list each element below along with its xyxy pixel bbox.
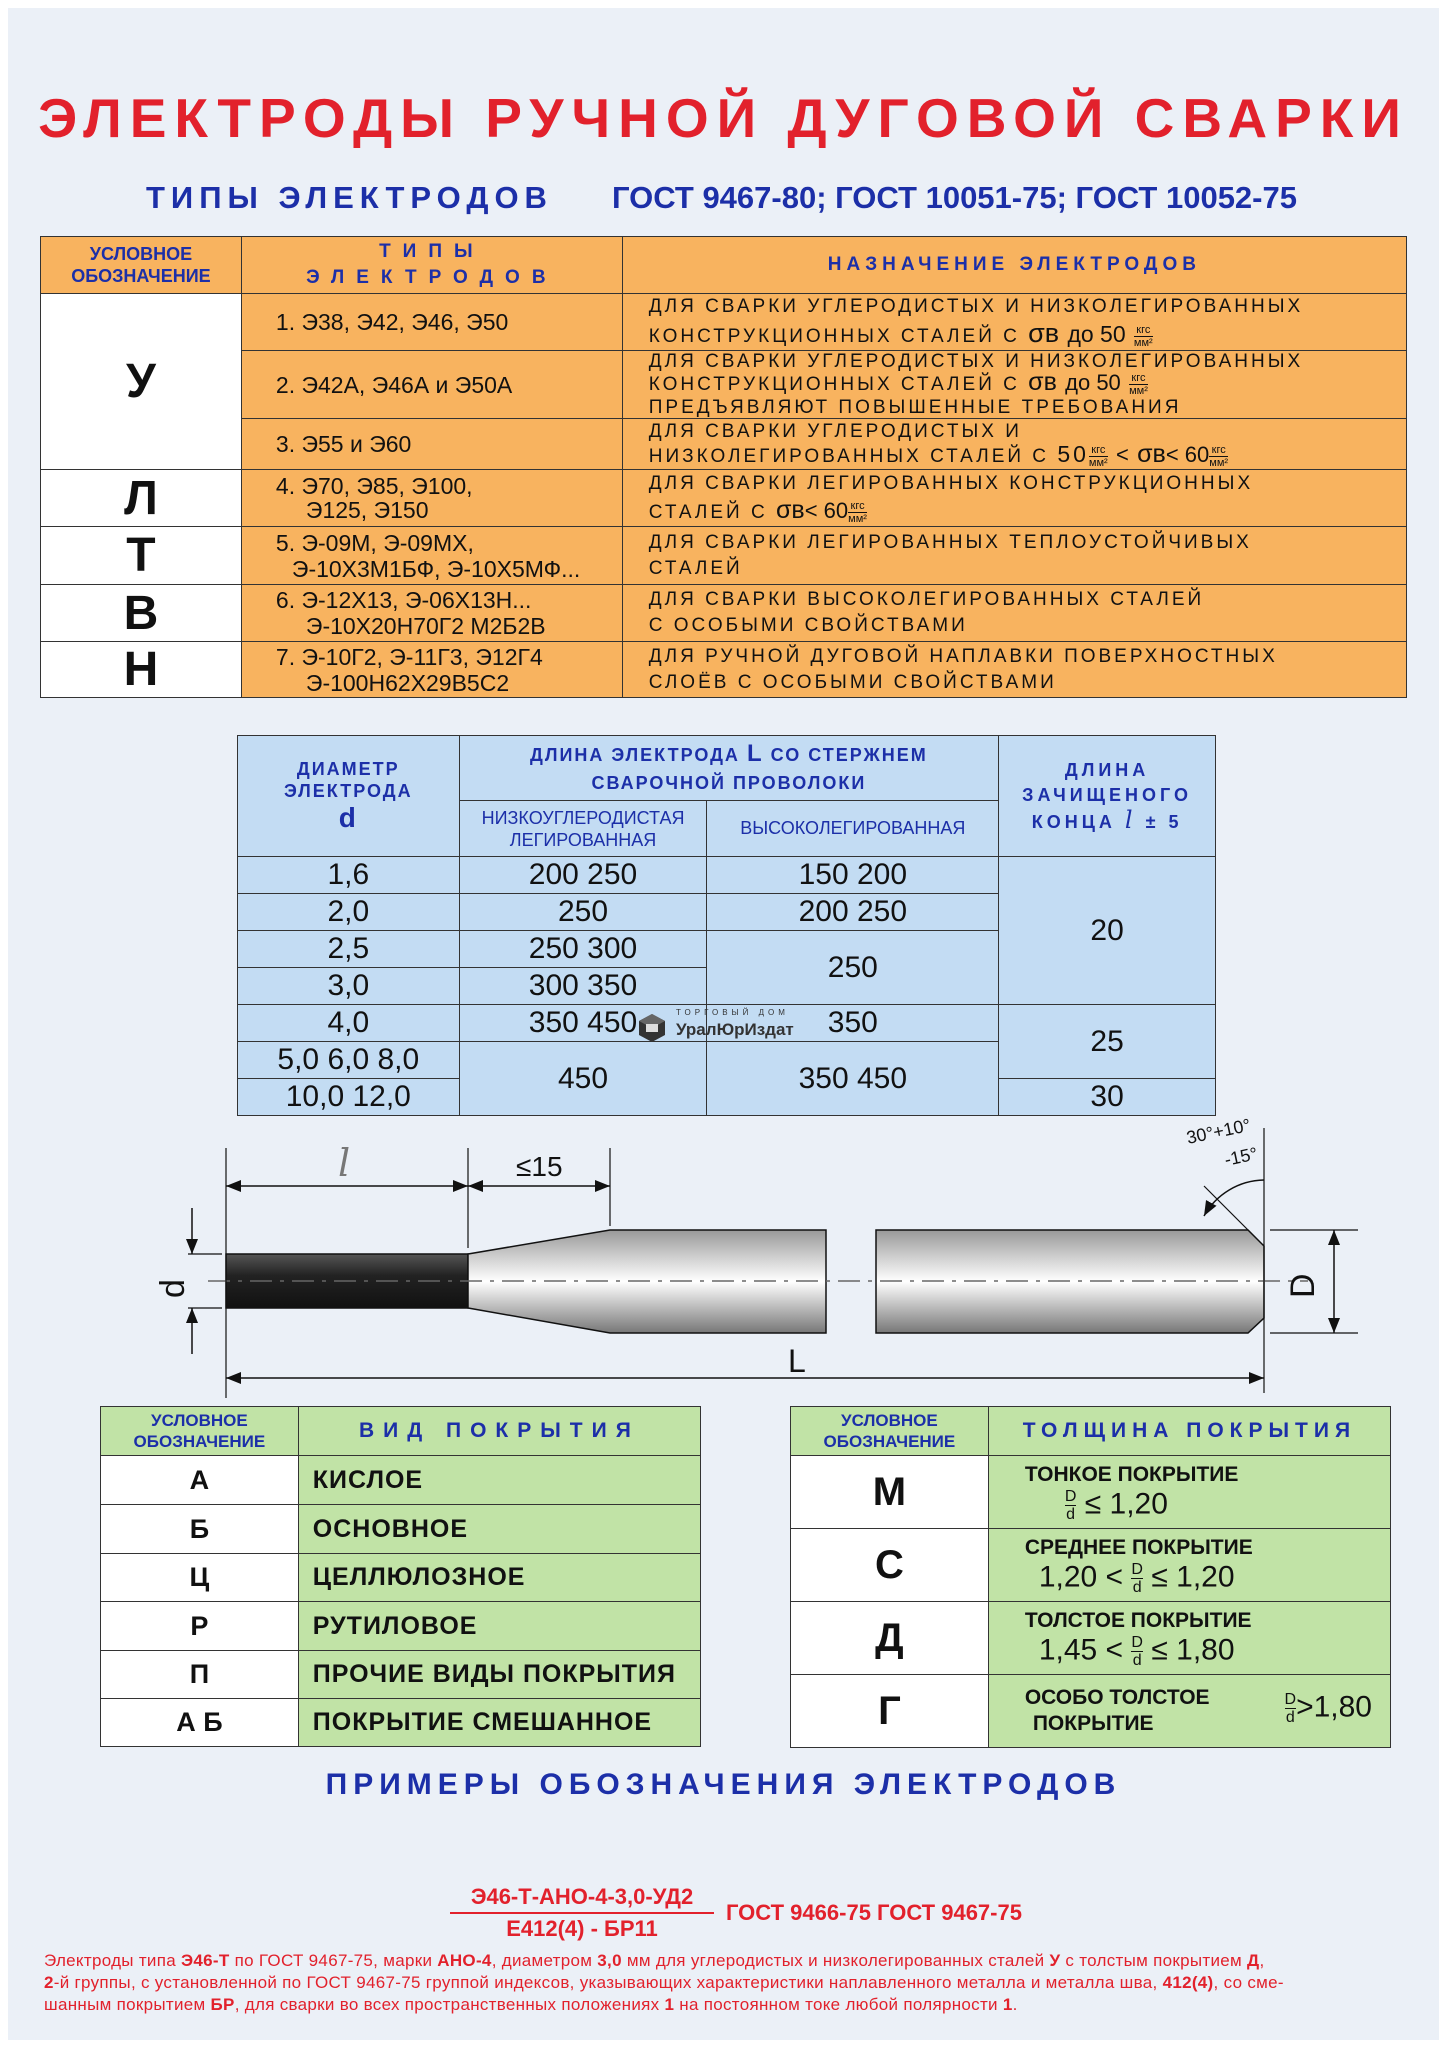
header-length: ДЛИНА ЭЛЕКТРОДА L СО СТЕРЖНЕМ СВАРОЧНОЙ ПРОВОЛОКИ xyxy=(459,736,999,801)
coating-type-row xyxy=(101,1651,701,1699)
electrode-types: 5. Э-09М, Э-09МХ, Э-10Х3М1БФ, Э-10Х5МФ... xyxy=(241,527,622,585)
electrode-purpose: ДЛЯ СВАРКИ ЛЕГИРОВАННЫХ ТЕПЛОУСТОЙЧИВЫХ СТАЛЕЙ xyxy=(622,527,1406,585)
section-subtitle: ТИПЫ ЭЛЕКТРОДОВ xyxy=(146,180,553,215)
types-row xyxy=(41,294,1407,351)
end-length-cell: 20 xyxy=(999,857,1216,1005)
header-purpose: НАЗНАЧЕНИЕ ЭЛЕКТРОДОВ xyxy=(622,237,1406,294)
dims-header-row xyxy=(238,736,1216,801)
coating-name: ПОКРЫТИЕ СМЕШАННОЕ xyxy=(298,1699,700,1747)
dims-row xyxy=(238,857,1216,894)
diameter-cell: 5,0 6,0 8,0 xyxy=(238,1042,460,1079)
gost-references: ГОСТ 9467-80; ГОСТ 10051-75; ГОСТ 10052-75 xyxy=(612,180,1297,215)
coating-code: А xyxy=(101,1456,299,1505)
publisher-logo-icon xyxy=(636,1012,668,1044)
electrode-purpose: ДЛЯ РУЧНОЙ ДУГОВОЙ НАПЛАВКИ ПОВЕРХНОСТНЫХ СЛОЁВ С ОСОБЫМИ СВОЙСТВАМИ xyxy=(622,642,1406,698)
electrode-dimensions-table xyxy=(237,735,1216,1116)
electrode-types: 6. Э-12Х13, Э-06Х13Н... Э-10Х20Н70Г2 М2Б2В xyxy=(241,585,622,642)
length-high-cell: 250 xyxy=(707,931,999,1005)
taper-label: ≤15 xyxy=(516,1151,563,1182)
coating-type-header xyxy=(101,1407,701,1456)
electrode-purpose: ДЛЯ СВАРКИ УГЛЕРОДИСТЫХ И НИЗКОЛЕГИРОВАННЫХ СТАЛЕЙ С 50 кгс мм² < σв< 60 кгс мм² xyxy=(622,419,1406,470)
electrode-types: 2. Э42А, Э46А и Э50А xyxy=(241,351,622,419)
header-designation: УСЛОВНОЕ ОБОЗНАЧЕНИЕ xyxy=(791,1407,989,1456)
example-designation-bottom: Е412(4) - БР11 xyxy=(506,1916,658,1941)
publisher-watermark: ТОРГОВЫЙ ДОМ УралЮрИздат xyxy=(636,1008,836,1048)
coating-thickness-row xyxy=(791,1675,1391,1748)
diameter-cell: 3,0 xyxy=(238,968,460,1005)
electrode-types: 3. Э55 и Э60 xyxy=(241,419,622,470)
length-low-cell: 450 xyxy=(459,1042,707,1116)
electrode-purpose: ДЛЯ СВАРКИ ВЫСОКОЛЕГИРОВАННЫХ СТАЛЕЙ С ОСОБЫМИ СВОЙСТВАМИ xyxy=(622,585,1406,642)
header-high-alloy: ВЫСОКОЛЕГИРОВАННАЯ xyxy=(707,801,999,857)
diameter-cell: 1,6 xyxy=(238,857,460,894)
thickness-description: ТОЛСТОЕ ПОКРЫТИЕ 1,45 < $\frac{D}{d}$ ≤ 1,80 xyxy=(988,1602,1390,1675)
types-row xyxy=(41,642,1407,698)
types-row xyxy=(41,470,1407,527)
angle-label-1: 30°+10° xyxy=(1184,1114,1253,1148)
length-high-cell: 350 450 xyxy=(707,1042,999,1116)
thickness-code: Д xyxy=(791,1602,989,1675)
types-row xyxy=(41,419,1407,470)
coating-type-row xyxy=(101,1456,701,1505)
coating-name: ЦЕЛЛЮЛОЗНОЕ xyxy=(298,1554,700,1602)
coating-thickness-row xyxy=(791,1529,1391,1602)
thickness-description: СРЕДНЕЕ ПОКРЫТИЕ 1,20 < $\frac{D}{d}$ ≤ 1,20 xyxy=(988,1529,1390,1602)
electrode-types: 1. Э38, Э42, Э46, Э50 xyxy=(241,294,622,351)
coating-code: А Б xyxy=(101,1699,299,1747)
coating-code: Б xyxy=(101,1505,299,1554)
example-gost: ГОСТ 9466-75 ГОСТ 9467-75 xyxy=(726,1900,1022,1925)
types-table-header xyxy=(41,237,1407,294)
header-end-length: ДЛИНА ЗАЧИЩЕНОГО КОНЦА l ± 5 xyxy=(999,736,1216,857)
electrode-purpose: ДЛЯ СВАРКИ УГЛЕРОДИСТЫХ И НИЗКОЛЕГИРОВАННЫХ КОНСТРУКЦИОННЫХ СТАЛЕЙ С σв до 50 кгс мм² ПРЕДЪЯВЛЯЮТ ПОВЫШЕННЫЕ ТРЕБОВАНИЯ xyxy=(622,351,1406,419)
diameter-cell: 4,0 xyxy=(238,1005,460,1042)
coating-thickness-header xyxy=(791,1407,1391,1456)
poster-sheet xyxy=(8,8,1439,2040)
example-explanation: Электроды типа Э46-Т по ГОСТ 9467-75, марки АНО-4, диаметром 3,0 мм для углеродистых и низколегированных сталей У с толстым покрытием Д, 2-й группы, с установленной по ГОСТ 9467-75 группой индексов, указывающих характеристики наплавленного металла и металла шва, 412(4), со сме- шанным покрытием БР, для сварки во всех пространственных положениях 1 на постоянном токе любой полярности 1. xyxy=(44,1951,1284,2014)
coating-type-row xyxy=(101,1554,701,1602)
coating-name: РУТИЛОВОЕ xyxy=(298,1602,700,1651)
header-coating-type: ВИД ПОКРЫТИЯ xyxy=(298,1407,700,1456)
group-code: Л xyxy=(41,470,242,527)
length-low-cell: 300 350 xyxy=(459,968,707,1005)
header-designation: УСЛОВНОЕ ОБОЗНАЧЕНИЕ xyxy=(101,1407,299,1456)
chamfer-angle-arc xyxy=(1204,1180,1264,1216)
thickness-code: Г xyxy=(791,1675,989,1748)
coating-type-row xyxy=(101,1699,701,1747)
thickness-description: ОСОБО ТОЛСТОЕ ПОКРЫТИЕ $\frac{D}{d}$ >1,80 xyxy=(988,1675,1390,1748)
group-code: В xyxy=(41,585,242,642)
thickness-code: М xyxy=(791,1456,989,1529)
coating-code: П xyxy=(101,1651,299,1699)
electrode-purpose: ДЛЯ СВАРКИ ЛЕГИРОВАННЫХ КОНСТРУКЦИОННЫХ СТАЛЕЙ С σв< 60 кгс мм² xyxy=(622,470,1406,527)
bare-end-label: l xyxy=(338,1141,351,1185)
core-diameter-label: d xyxy=(154,1279,192,1298)
end-length-cell: 25 xyxy=(999,1005,1216,1079)
coating-thickness-row xyxy=(791,1602,1391,1675)
electrode-types: 4. Э70, Э85, Э100, Э125, Э150 xyxy=(241,470,622,527)
coating-diameter-label: D xyxy=(1284,1273,1322,1298)
group-code: Т xyxy=(41,527,242,585)
poster-title: ЭЛЕКТРОДЫ РУЧНОЙ ДУГОВОЙ СВАРКИ xyxy=(38,87,1409,149)
length-high-cell: 350 xyxy=(707,1005,999,1042)
angle-label-2: -15° xyxy=(1222,1143,1260,1170)
coating-name: ПРОЧИЕ ВИДЫ ПОКРЫТИЯ xyxy=(298,1651,700,1699)
diameter-cell: 2,5 xyxy=(238,931,460,968)
coating-code: Р xyxy=(101,1602,299,1651)
length-label: L xyxy=(788,1343,806,1379)
header-diameter: ДИАМЕТР ЭЛЕКТРОДА d xyxy=(238,736,460,857)
coating-name: КИСЛОЕ xyxy=(298,1456,700,1505)
thickness-description: ТОНКОЕ ПОКРЫТИЕ $\frac{D}{d}$ ≤ 1,20 xyxy=(988,1456,1390,1529)
electrode-drawing xyxy=(8,1108,1439,1408)
electrode-purpose: ДЛЯ СВАРКИ УГЛЕРОДИСТЫХ И НИЗКОЛЕГИРОВАННЫХ КОНСТРУКЦИОННЫХ СТАЛЕЙ С σв до 50 кгс мм² xyxy=(622,294,1406,351)
header-types: ТИПЫ ЭЛЕКТРОДОВ xyxy=(241,237,622,294)
coating-type-table xyxy=(100,1406,701,1747)
coating-type-row xyxy=(101,1602,701,1651)
end-length-cell: 30 xyxy=(999,1079,1216,1116)
coating-code: Ц xyxy=(101,1554,299,1602)
coating-type-row xyxy=(101,1505,701,1554)
length-high-cell: 150 200 xyxy=(707,857,999,894)
examples-title: ПРИМЕРЫ ОБОЗНАЧЕНИЯ ЭЛЕКТРОДОВ xyxy=(325,1768,1122,1801)
coating-thickness-row xyxy=(791,1456,1391,1529)
diameter-cell: 2,0 xyxy=(238,894,460,931)
types-row xyxy=(41,351,1407,419)
header-coating-thickness: ТОЛЩИНА ПОКРЫТИЯ xyxy=(988,1407,1390,1456)
example-designation-top: Э46-Т-АНО-4-3,0-УД2 xyxy=(450,1884,714,1914)
diameter-cell: 10,0 12,0 xyxy=(238,1079,460,1116)
coating-name: ОСНОВНОЕ xyxy=(298,1505,700,1554)
group-code: У xyxy=(41,294,242,470)
electrode-types-table xyxy=(40,236,1407,698)
types-row xyxy=(41,585,1407,642)
types-row xyxy=(41,527,1407,585)
length-low-cell: 250 xyxy=(459,894,707,931)
length-high-cell: 200 250 xyxy=(707,894,999,931)
length-low-cell: 250 300 xyxy=(459,931,707,968)
length-low-cell: 350 450 xyxy=(459,1005,707,1042)
header-designation: УСЛОВНОЕ ОБОЗНАЧЕНИЕ xyxy=(41,237,242,294)
thickness-code: С xyxy=(791,1529,989,1602)
group-code: Н xyxy=(41,642,242,698)
coating-thickness-table xyxy=(790,1406,1391,1748)
header-low-alloy: НИЗКОУГЛЕРОДИСТАЯ ЛЕГИРОВАННАЯ xyxy=(459,801,707,857)
electrode-types: 7. Э-10Г2, Э-11Г3, Э12Г4 Э-100Н62Х29В5С2 xyxy=(241,642,622,698)
length-low-cell: 200 250 xyxy=(459,857,707,894)
